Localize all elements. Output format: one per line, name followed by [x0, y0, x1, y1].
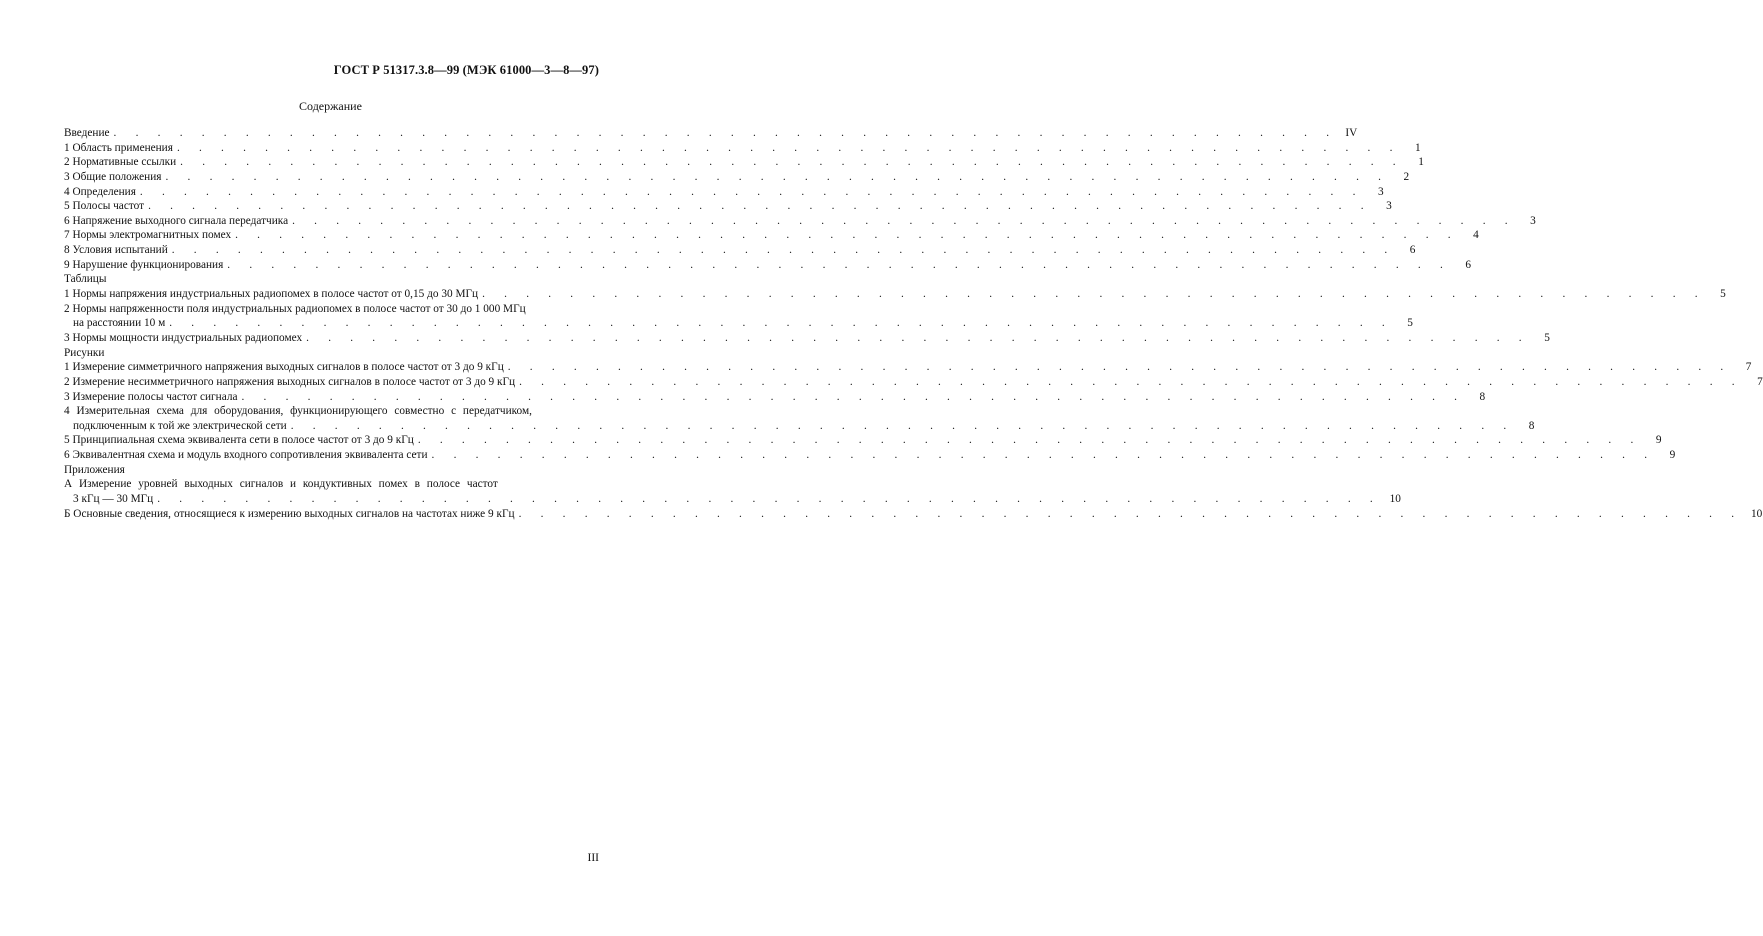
toc-entry-label: 3 Нормы мощности индустриальных радиопомех: [64, 331, 303, 344]
toc-entry-label: 6 Эквивалентная схема и модуль входного сопротивления эквивалента сети: [64, 449, 428, 462]
toc-leader-dots: . . . . . . . . . . . . . . . . . . . . . . . . . . . . . . . . . . . . . . . . . . . . . . . . . . . . . . . .: [113, 126, 1338, 139]
toc-entry-label: Б Основные сведения, относящиеся к измерению выходных сигналов на частотах ниже 9 кГц: [64, 507, 515, 520]
toc-entry-frequency-bands[interactable]: [64, 199, 1392, 214]
toc-section-tables: [64, 272, 586, 287]
toc-page-number: 10: [1750, 507, 1763, 520]
toc-entry-label: 2 Нормативные ссылки: [64, 156, 177, 169]
toc-section-heading: Рисунки: [64, 346, 105, 359]
toc-entry-label: 3 Общие положения: [64, 170, 162, 183]
toc-section-appendices: [64, 463, 586, 478]
toc-entry-figure-1[interactable]: [64, 360, 1752, 375]
toc-entry-label: 3 Измерение полосы частот сигнала: [64, 390, 238, 403]
toc-page-number: 3: [1530, 214, 1536, 227]
toc-page-number: IV: [1345, 126, 1358, 139]
toc-page-number: 1: [1418, 156, 1424, 169]
toc-leader-dots: . . . . . . . . . . . . . . . . . . . . . . . . . . . . . . . . . . . . . . . . . . . . . . . . . . . . . . . .: [241, 390, 1466, 403]
toc-entry-label: 6 Напряжение выходного сигнала передатчика: [64, 214, 289, 227]
page-title: Содержание: [299, 99, 362, 113]
toc-leader-dots: . . . . . . . . . . . . . . . . . . . . . . . . . . . . . . . . . . . . . . . . . . . . . . . . . . . . . . . .: [292, 214, 1516, 227]
toc-page-number: 10: [1389, 493, 1401, 505]
toc-entry-introduction[interactable]: [64, 126, 1358, 141]
toc-page-number: 3: [1377, 185, 1384, 198]
toc-section-figures: [64, 346, 586, 361]
toc-leader-dots: . . . . . . . . . . . . . . . . . . . . . . . . . . . . . . . . . . . . . . . . . . . . . . . . . . . . . . . .: [306, 331, 1530, 344]
toc-leader-dots: . . . . . . . . . . . . . . . . . . . . . . . . . . . . . . . . . . . . . . . . . . . . . . . . . . . . . . . .: [176, 141, 1401, 154]
toc-leader-dots: . . . . . . . . . . . . . . . . . . . . . . . . . . . . . . . . . . . . . . . . . . . . . . . . . . . . . . . .: [507, 361, 1732, 374]
toc-entry-figure-5[interactable]: [64, 433, 1662, 448]
toc-entry-test-conditions[interactable]: [64, 243, 1416, 258]
toc-page-number: 6: [1409, 244, 1416, 257]
toc-entry-label: 2 Измерение несимметричного напряжения выходных сигналов в полосе частот от 3 до 9 кГц: [64, 375, 516, 388]
toc-leader-dots: . . . . . . . . . . . . . . . . . . . . . . . . . . . . . . . . . . . . . . . . . . . . . . . . . . . . . . . .: [235, 229, 1459, 242]
toc-entry-label: подключенным к той же электрической сети: [64, 419, 289, 434]
toc-entry-figure-3[interactable]: [64, 390, 1486, 405]
toc-entry-label: А Измерение уровней выходных сигналов и кондуктивных помех в полосе частот: [64, 477, 586, 492]
toc-leader-dots: . . . . . . . . . . . . . . . . . . . . . . . . . . . . . . . . . . . . . . . . . . . . . . . . . . . . . . . .: [148, 200, 1372, 213]
toc-entry-table-2[interactable]: [64, 302, 586, 317]
toc-page-number: 7: [1757, 375, 1763, 388]
toc-leader-dots: . . . . . . . . . . . . . . . . . . . . . . . . . . . . . . . . . . . . . . . . . . . . . . . . . . . . . . . .: [180, 156, 1404, 169]
standard-header: ГОСТ Р 51317.3.8—99 (МЭК 61000—3—8—97): [333, 63, 599, 77]
toc-entry-appendix-b[interactable]: [64, 507, 1763, 522]
toc-entry-label: 2 Нормы напряженности поля индустриальных радиопомех в полосе частот от 30 до 1 000 МГц: [64, 302, 526, 315]
toc-entry-label: 4 Измерительная схема для оборудования, функционирующего совместно с передатчиком,: [64, 404, 586, 419]
toc-entry-label: Введение: [64, 126, 110, 139]
toc-entry-label: 1 Измерение симметричного напряжения выходных сигналов в полосе частот от 3 до 9 кГц: [64, 361, 504, 374]
toc-entry-label: 1 Нормы напряжения индустриальных радиопомех в полосе частот от 0,15 до 30 МГц: [64, 288, 479, 301]
toc-section-heading: Таблицы: [64, 273, 107, 286]
toc-entry-table-1[interactable]: [64, 287, 1726, 302]
toc-entry-appendix-a-cont[interactable]: [64, 492, 1401, 507]
toc-entry-label: 7 Нормы электромагнитных помех: [64, 229, 232, 242]
toc-page-number: 5: [1544, 331, 1550, 344]
toc-leader-dots: . . . . . . . . . . . . . . . . . . . . . . . . . . . . . . . . . . . . . . . . . . . . . . . . . . . . . . . .: [227, 258, 1451, 271]
toc-leader-dots: . . . . . . . . . . . . . . . . . . . . . . . . . . . . . . . . . . . . . . . . . . . . . . . . . . . . . . . .: [431, 449, 1656, 462]
toc-entry-transmitter-voltage[interactable]: [64, 214, 1536, 229]
toc-entry-table-3[interactable]: [64, 331, 1550, 346]
toc-entry-label: 4 Определения: [64, 185, 136, 198]
toc-entry-normative-references[interactable]: [64, 155, 1424, 170]
toc-entry-label: 1 Область применения: [64, 141, 173, 154]
toc-leader-dots: . . . . . . . . . . . . . . . . . . . . . . . . . . . . . . . . . . . . . . . . . . . . . . . . . . . . . . . .: [417, 434, 1642, 447]
toc-page-number: 9: [1669, 449, 1676, 462]
toc-page-number: 4: [1473, 229, 1479, 242]
toc-entry-figure-6[interactable]: [64, 448, 1676, 463]
toc-leader-dots: . . . . . . . . . . . . . . . . . . . . . . . . . . . . . . . . . . . . . . . . . . . . . . . . . . . . . . . .: [290, 419, 1515, 432]
toc-entry-figure-4[interactable]: [64, 404, 586, 419]
toc-page-number: 8: [1528, 419, 1535, 432]
toc-entry-scope[interactable]: [64, 141, 1421, 156]
toc-page-number: 1: [1414, 141, 1421, 154]
toc-leader-dots: . . . . . . . . . . . . . . . . . . . . . . . . . . . . . . . . . . . . . . . . . . . . . . . . . . . . . . . .: [482, 288, 1706, 301]
toc-leader-dots: . . . . . . . . . . . . . . . . . . . . . . . . . . . . . . . . . . . . . . . . . . . . . . . . . . . . . . . .: [157, 493, 1381, 505]
toc-entry-definitions[interactable]: [64, 185, 1384, 200]
toc-entry-malfunction[interactable]: [64, 258, 1471, 273]
toc-leader-dots: . . . . . . . . . . . . . . . . . . . . . . . . . . . . . . . . . . . . . . . . . . . . . . . . . . . . . . . .: [169, 317, 1393, 330]
toc-entry-label: на расстоянии 10 м: [64, 316, 167, 331]
toc-leader-dots: . . . . . . . . . . . . . . . . . . . . . . . . . . . . . . . . . . . . . . . . . . . . . . . . . . . . . . . .: [518, 507, 1743, 520]
toc-entry-label: 5 Полосы частот: [64, 200, 145, 213]
toc-section-heading: Приложения: [64, 463, 125, 476]
toc-entry-label: 8 Условия испытаний: [64, 244, 168, 257]
toc-page-number: 2: [1403, 170, 1410, 183]
toc-entry-figure-2[interactable]: [64, 375, 1763, 390]
toc-entry-figure-4-cont[interactable]: [64, 419, 1535, 434]
toc-page-number: 5: [1407, 317, 1413, 330]
toc-page-number: 7: [1745, 361, 1752, 374]
toc-entry-emi-limits[interactable]: [64, 228, 1479, 243]
toc-leader-dots: . . . . . . . . . . . . . . . . . . . . . . . . . . . . . . . . . . . . . . . . . . . . . . . . . . . . . . . .: [171, 244, 1396, 257]
table-of-contents: [64, 126, 1763, 521]
toc-entry-table-2-cont[interactable]: [64, 316, 1413, 331]
toc-page-number: 8: [1479, 390, 1486, 403]
toc-page-number: 9: [1655, 434, 1662, 447]
toc-page-number: 3: [1386, 200, 1392, 213]
page-number: III: [587, 852, 599, 864]
toc-entry-label: 9 Нарушение функционирования: [64, 258, 224, 271]
toc-entry-label: 5 Принципиальная схема эквивалента сети в полосе частот от 3 до 9 кГц: [64, 434, 414, 447]
toc-leader-dots: . . . . . . . . . . . . . . . . . . . . . . . . . . . . . . . . . . . . . . . . . . . . . . . . . . . . . . . .: [139, 185, 1364, 198]
toc-page-number: 5: [1720, 288, 1726, 301]
toc-entry-general[interactable]: [64, 170, 1410, 185]
toc-entry-label: 3 кГц — 30 МГц: [64, 492, 155, 507]
toc-page-number: 6: [1465, 258, 1471, 271]
toc-leader-dots: . . . . . . . . . . . . . . . . . . . . . . . . . . . . . . . . . . . . . . . . . . . . . . . . . . . . . . . .: [165, 170, 1390, 183]
toc-entry-appendix-a[interactable]: [64, 477, 586, 492]
toc-leader-dots: . . . . . . . . . . . . . . . . . . . . . . . . . . . . . . . . . . . . . . . . . . . . . . . . . . . . . . . .: [519, 375, 1743, 388]
